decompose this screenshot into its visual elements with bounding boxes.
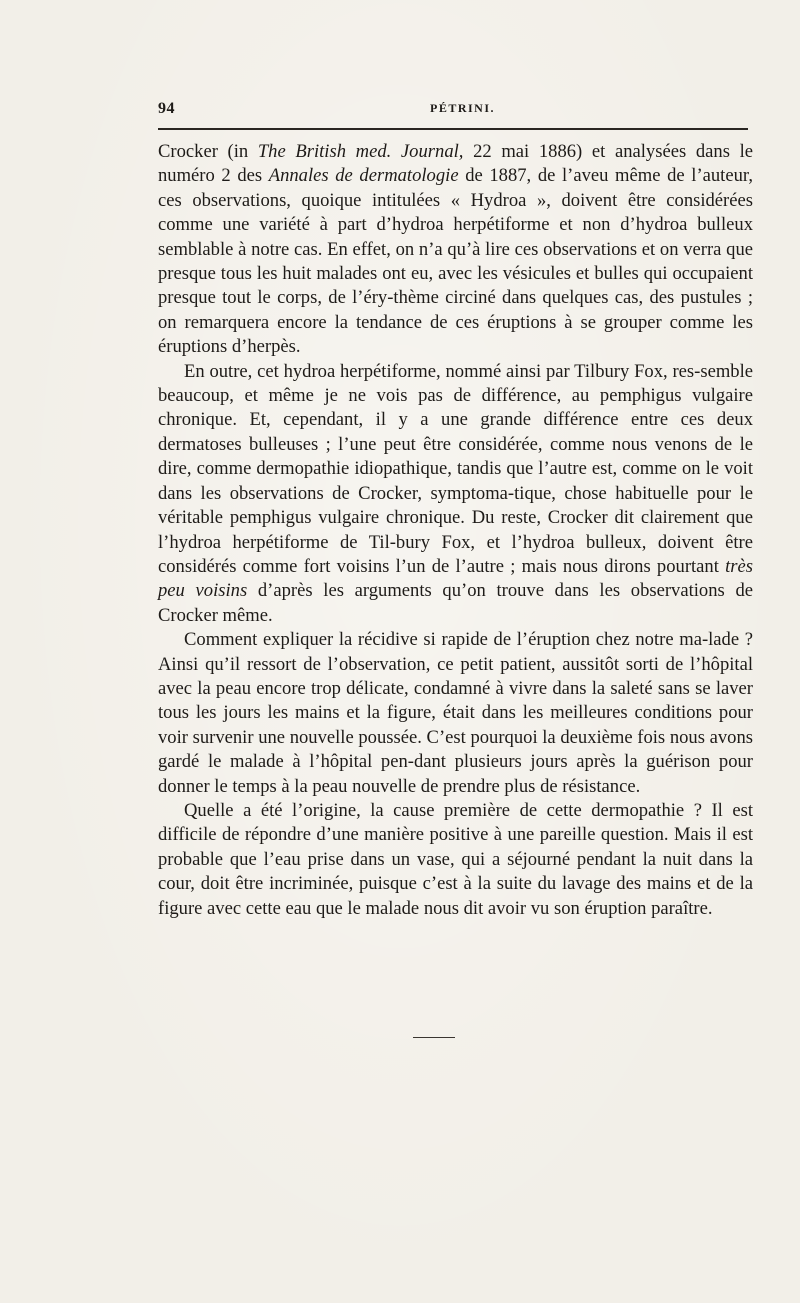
- running-head: [158, 100, 748, 122]
- journal-title: The British med. Journal,: [257, 141, 464, 162]
- paragraph-3: [158, 628, 753, 799]
- running-title: PÉTRINI.: [430, 101, 496, 115]
- end-rule: [413, 1037, 455, 1038]
- p1-text-2: 22 mai 1886) et analysées dans le numéro 2 des: [158, 141, 754, 187]
- body-text: [158, 140, 753, 921]
- p4-text-1: Quelle a été l’origine, la cause première de cette dermopathie ? Il est difficile de répondre d’une manière positive à une pareille question. Mais il est probable que l’eau prise dans un vase, qui a séjourné pendant la nuit dans la cour, doit être incriminée, puisque c’est à la suite du lavage des mains et de la figure avec cette eau que le malade nous dit avoir vu son éruption paraître.: [158, 799, 753, 919]
- p2-text-2: d’après les arguments qu’on trouve dans les observations de Crocker même.: [158, 580, 753, 626]
- page-number: 94: [158, 100, 175, 117]
- header-rule: [158, 128, 748, 130]
- emphasis-tres-peu-voisins: très peu voisins: [158, 555, 753, 602]
- paragraph-1: [158, 140, 753, 360]
- p1-text-1: Crocker (in: [158, 141, 258, 162]
- p3-text-1: Comment expliquer la récidive si rapide de l’éruption chez notre ma-lade ? Ainsi qu’il ressort de l’observation, ce petit patient, aussitôt sorti de l’hôpital avec la peau encore trop délicate, condamné à vivre dans la saleté sans se laver tous les jours les mains et la figure, était dans les meilleures conditions pour voir survenir une nouvelle poussée. C’est pourquoi la deuxième fois nous avons gardé le malade à l’hôpital pen-dant plusieurs jours après la guérison pour donner le temps à la peau nouvelle de prendre plus de résistance.: [158, 629, 753, 797]
- annales-title: Annales de dermatologie: [268, 165, 459, 187]
- paragraph-2: [158, 360, 753, 628]
- p2-text-1: En outre, cet hydroa herpétiforme, nommé ainsi par Tilbury Fox, res-semble beaucoup, et même je ne vois pas de différence, au pemphigus vulgaire chronique. Et, cependant, il y a une grande différence entre ces deux dermatoses bulleuses ; l’une peut être considérée, comme nous venons de le dire, comme dermopathie idiopathique, tandis que l’autre est, comme on le voit dans les observations de Crocker, symptoma-tique, chose habituelle pour le véritable pemphigus vulgaire chronique. Du reste, Crocker dit clairement que l’hydroa herpétiforme de Til-bury Fox, et l’hydroa bulleux, doivent être considérés comme fort voisins l’un de l’autre ; mais nous dirons pourtant: [158, 360, 753, 577]
- p1-text-3: de 1887, de l’aveu même de l’auteur, ces observations, quoique intitulées « Hydroa », doivent être considérées comme une variété à part d’hydroa herpétiforme et non d’hydroa bulleux semblable à notre cas. En effet, on n’a qu’à lire ces observations et on verra que presque tous les huit malades ont eu, avec les vésicules et bulles qui occupaient presque tout le corps, de l’éry-thème circiné dans quelques cas, des pustules ; on remarquera encore la tendance de ces éruptions à se grouper comme les éruptions d’herpès.: [158, 165, 753, 358]
- paragraph-4: [158, 799, 753, 921]
